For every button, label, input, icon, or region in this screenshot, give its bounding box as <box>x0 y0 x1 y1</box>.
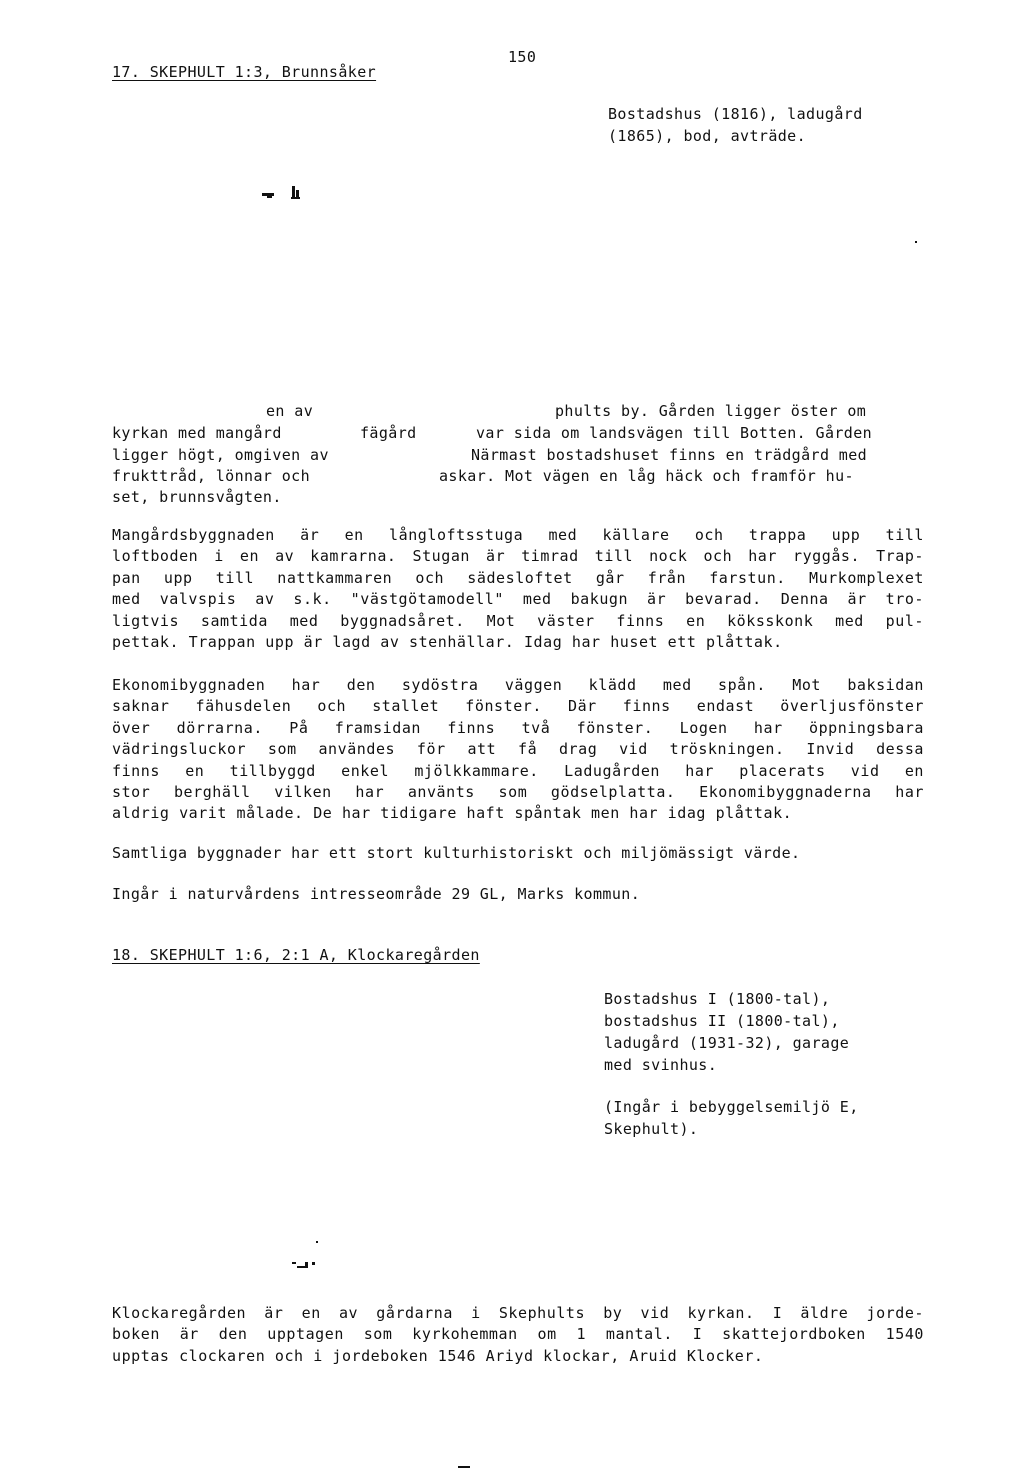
building-line: (1865), bod, avträde. <box>608 127 807 145</box>
intro-left-line: frukttråd, lönnar och <box>112 467 311 485</box>
intro-left2-line: fägård <box>360 424 417 442</box>
intro-left-line: ligger högt, omgiven av <box>112 446 329 464</box>
text-line: med valvspis av s.k. "västgötamodell" med bakugn är bevarad. Denna är tro- <box>112 590 924 609</box>
building-line: ladugård (1931-32), garage <box>604 1034 850 1052</box>
note-line: (Ingår i bebyggelsemiljö E, <box>604 1098 859 1116</box>
text-line: över dörrarna. På framsidan finns två fönster. Logen har öppningsbara <box>112 718 924 737</box>
intro-right-line: askar. Mot vägen en låg häck och framför hu- <box>439 467 854 485</box>
text-line: upptas clockaren och i jordeboken 1546 Ariyd klockar, Aruid Klocker. <box>112 1346 764 1365</box>
entry-17-value-statement: Samtliga byggnader har ett stort kulturhistoriskt och miljömässigt värde. <box>112 844 801 862</box>
entry-17-nature-note: Ingår i naturvårdens intresseområde 29 GL, Marks kommun. <box>112 885 641 903</box>
building-line: Bostadshus I (1800-tal), <box>604 990 831 1008</box>
intro-left-line: set, brunnsvågten. <box>112 488 282 506</box>
entry-17-paragraph-2 <box>112 675 924 825</box>
text-line: pettak. Trappan upp är lagd av stenhällar. Idag har huset ett plåttak. <box>112 633 783 652</box>
building-line: med svinhus. <box>604 1056 718 1074</box>
building-line: Bostadshus (1816), ladugård <box>608 105 863 123</box>
text-line: Mangårdsbyggnaden är en långloftsstuga med källare och trappa upp till <box>112 526 924 544</box>
text-line: boken är den upptagen som kyrkohemman om 1 mantal. I skattejordboken 1540 <box>112 1325 924 1344</box>
note-line: Skephult). <box>604 1120 699 1138</box>
text-line: aldrig varit målade. De har tidigare haft spåntak men har idag plåttak. <box>112 804 793 823</box>
text-line: Klockaregården är en av gårdarna i Skephults by vid kyrkan. I äldre jorde- <box>112 1304 924 1322</box>
entry-18-title: 18. SKEPHULT 1:6, 2:1 A, Klockaregården <box>112 946 480 964</box>
entry-17-paragraph-1 <box>112 525 924 653</box>
text-line: saknar fähusdelen och stallet fönster. Där finns endast överljusfönster <box>112 697 924 716</box>
entry-17-title: 17. SKEPHULT 1:3, Brunnsåker <box>112 63 377 81</box>
page-number: 150 <box>508 48 537 66</box>
intro-left-line: kyrkan med mangård <box>112 424 282 442</box>
text-line: ligtvis samtida med byggnadsåret. Mot väster finns en köksskonk med pul- <box>112 611 924 630</box>
entry-18-paragraph-1 <box>112 1303 924 1367</box>
text-line: Ekonomibyggnaden har den sydöstra väggen klädd med spån. Mot baksidan <box>112 676 924 694</box>
intro-right-line: var sida om landsvägen till Botten. Gården <box>476 424 873 442</box>
intro-left-line: en av <box>266 402 314 420</box>
text-line: stor berghäll vilken har använts som gödselplatta. Ekonomibyggnaderna har <box>112 783 924 802</box>
building-line: bostadshus II (1800-tal), <box>604 1012 840 1030</box>
text-line: pan upp till nattkammaren och sädesloftet går från farstun. Murkomplexet <box>112 568 924 587</box>
text-line: loftboden i en av kamrarna. Stugan är timrad till nock och har ryggås. Trap- <box>112 547 924 566</box>
intro-right-line: Närmast bostadshuset finns en trädgård med <box>471 446 868 464</box>
text-line: finns en tillbyggd enkel mjölkkammare. Ladugården har placerats vid en <box>112 761 924 780</box>
intro-right-line: phults by. Gården ligger öster om <box>555 402 867 420</box>
text-line: vädringsluckor som användes för att få drag vid tröskningen. Invid dessa <box>112 740 924 759</box>
